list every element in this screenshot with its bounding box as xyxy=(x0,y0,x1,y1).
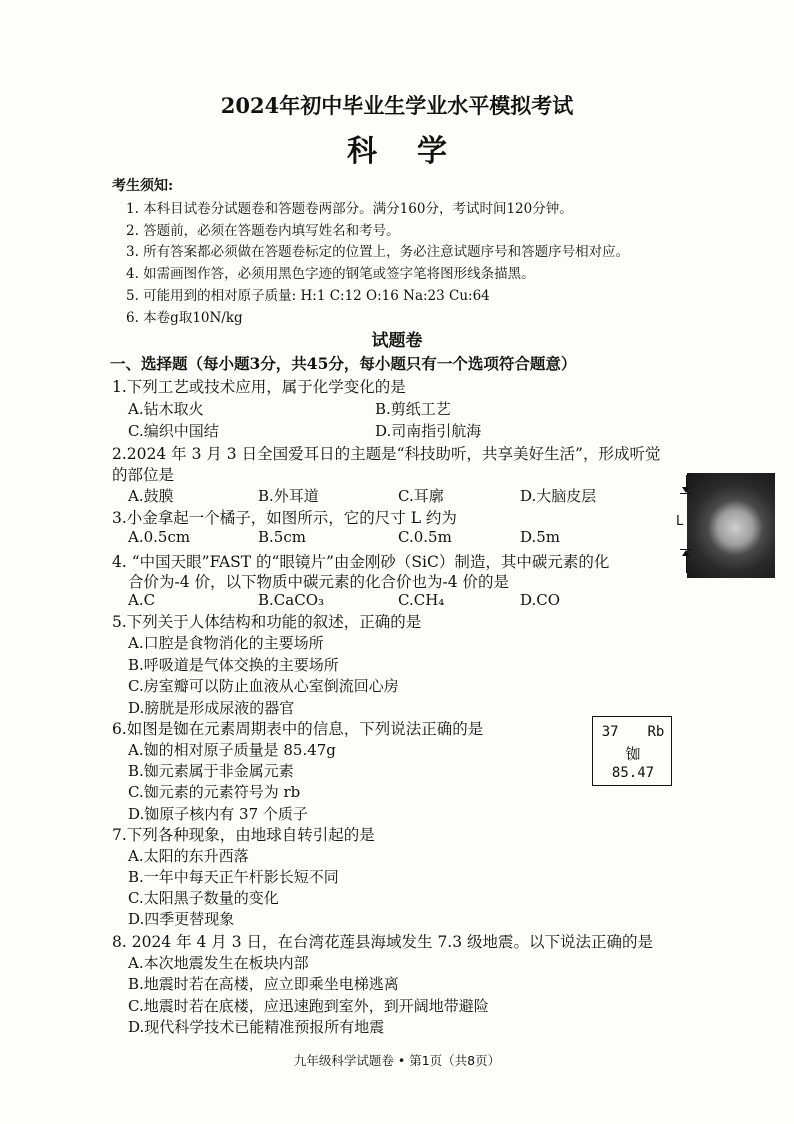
question-2-stem-line-2: 的部位是 xyxy=(112,466,175,484)
page-footer: 九年级科学试题卷 • 第1页（共8页） xyxy=(293,1053,501,1068)
question-1-option-a: A.钻木取火 xyxy=(128,400,204,418)
question-5-option-a: A.口腔是食物消化的主要场所 xyxy=(128,634,324,652)
question-6-stem: 6.如图是铷在元素周期表中的信息，下列说法正确的是 xyxy=(112,720,484,738)
question-1-option-b: B.剪纸工艺 xyxy=(375,400,451,418)
question-7-stem: 7.下列各种现象，由地球自转引起的是 xyxy=(112,826,375,844)
question-7-option-c: C.太阳黑子数量的变化 xyxy=(128,889,279,907)
notice-item-1: 1. 本科目试卷分试题卷和答题卷两部分。满分160分，考试时间120分钟。 xyxy=(126,201,573,217)
question-6-option-a: A.铷的相对原子质量是 85.47g xyxy=(128,741,336,759)
ruler-top-tick xyxy=(680,493,692,494)
question-8-stem: 8. 2024 年 4 月 3 日，在台湾花莲县海域发生 7.3 级地震。以下说法正确的是 xyxy=(112,933,654,951)
question-1-option-d: D.司南指引航海 xyxy=(375,422,482,440)
notice-item-4: 4. 如需画图作答，必须用黑色字迹的钢笔或签字笔将图形线条描黑。 xyxy=(126,266,535,282)
element-atomic-mass: 85.47 xyxy=(611,765,655,781)
notice-item-2: 2. 答题前，必须在答题卷内填写姓名和考号。 xyxy=(126,223,400,239)
figure-label-L: L xyxy=(676,514,684,529)
question-2-option-d: D.大脑皮层 xyxy=(520,487,597,505)
question-2-option-b: B.外耳道 xyxy=(258,487,319,505)
section-heading: 一、选择题（每小题3分，共45分，每小题只有一个选项符合题意） xyxy=(110,354,577,373)
question-4-option-d: D.CO xyxy=(520,591,561,609)
question-7-option-d: D.四季更替现象 xyxy=(128,910,235,928)
question-5-option-c: C.房室瓣可以防止血液从心室倒流回心房 xyxy=(128,677,399,695)
question-3-option-b: B.5cm xyxy=(258,528,306,546)
question-2-option-a: A.鼓膜 xyxy=(128,487,174,505)
notice-item-5: 5. 可能用到的相对原子质量: H:1 C:12 O:16 Na:23 Cu:64 xyxy=(126,288,490,304)
question-8-option-a: A.本次地震发生在板块内部 xyxy=(128,954,309,972)
question-5-option-d: D.膀胱是形成尿液的器官 xyxy=(128,699,295,717)
question-1-stem: 1.下列工艺或技术应用，属于化学变化的是 xyxy=(112,378,406,396)
paper-title: 试题卷 xyxy=(371,331,423,351)
question-8-option-b: B.地震时若在高楼，应立即乘坐电梯逃离 xyxy=(128,975,399,993)
ruler-arrow-up-icon xyxy=(682,550,690,556)
question-2-stem-line-1: 2.2024 年 3 月 3 日全国爱耳日的主题是“科技助听，共享美好生活”，形成听觉 xyxy=(112,445,661,463)
question-3-option-c: C.0.5m xyxy=(398,528,452,546)
question-3-option-d: D.5m xyxy=(520,528,561,546)
question-1-option-c: C.编织中国结 xyxy=(128,422,219,440)
question-3-option-a: A.0.5cm xyxy=(128,528,191,546)
orange-photo xyxy=(687,473,775,578)
question-6-option-c: C.铷元素的元素符号为 rb xyxy=(128,783,301,801)
question-4-option-b: B.CaCO₃ xyxy=(258,591,324,609)
question-8-option-d: D.现代科学技术已能精准预报所有地震 xyxy=(128,1018,385,1036)
notice-heading: 考生须知: xyxy=(112,178,174,194)
question-8-option-c: C.地震时若在底楼，应迅速跑到室外，到开阔地带避险 xyxy=(128,997,489,1015)
question-4-option-c: C.CH₄ xyxy=(398,591,445,609)
notice-item-3: 3. 所有答案都必须做在答题卷标定的位置上，务必注意试题序号和答题序号相对应。 xyxy=(126,244,630,260)
question-3-stem: 3.小金拿起一个橘子，如图所示，它的尺寸 L 约为 xyxy=(112,509,457,527)
question-7-option-a: A.太阳的东升西落 xyxy=(128,847,249,865)
element-card-rubidium xyxy=(592,716,672,786)
notice-item-6: 6. 本卷g取10N/kg xyxy=(126,310,243,326)
question-4-option-a: A.C xyxy=(128,591,156,609)
question-4-stem-line-2: 合价为-4 价，以下物质中碳元素的化合价也为-4 价的是 xyxy=(128,573,510,591)
question-5-option-b: B.呼吸道是气体交换的主要场所 xyxy=(128,656,339,674)
element-name: 铷 xyxy=(625,745,641,763)
question-7-option-b: B.一年中每天正午杆影长短不同 xyxy=(128,868,339,886)
question-6-option-d: D.铷原子核内有 37 个质子 xyxy=(128,805,308,823)
element-card-header xyxy=(593,724,673,740)
element-symbol: Rb xyxy=(647,724,665,740)
element-atomic-number: 37 xyxy=(601,724,619,740)
subject-title: 科学 xyxy=(347,134,487,169)
question-4-stem-line-1: 4. “中国天眼”FAST 的“眼镜片”由金刚砂（SiC）制造，其中碳元素的化 xyxy=(112,553,610,571)
question-6-option-b: B.铷元素属于非金属元素 xyxy=(128,762,294,780)
question-5-stem: 5.下列关于人体结构和功能的叙述，正确的是 xyxy=(112,613,422,631)
question-2-option-c: C.耳廓 xyxy=(398,487,444,505)
exam-title: 2024年初中毕业生学业水平模拟考试 xyxy=(220,93,574,118)
ruler-arrow-down-icon xyxy=(682,487,690,493)
